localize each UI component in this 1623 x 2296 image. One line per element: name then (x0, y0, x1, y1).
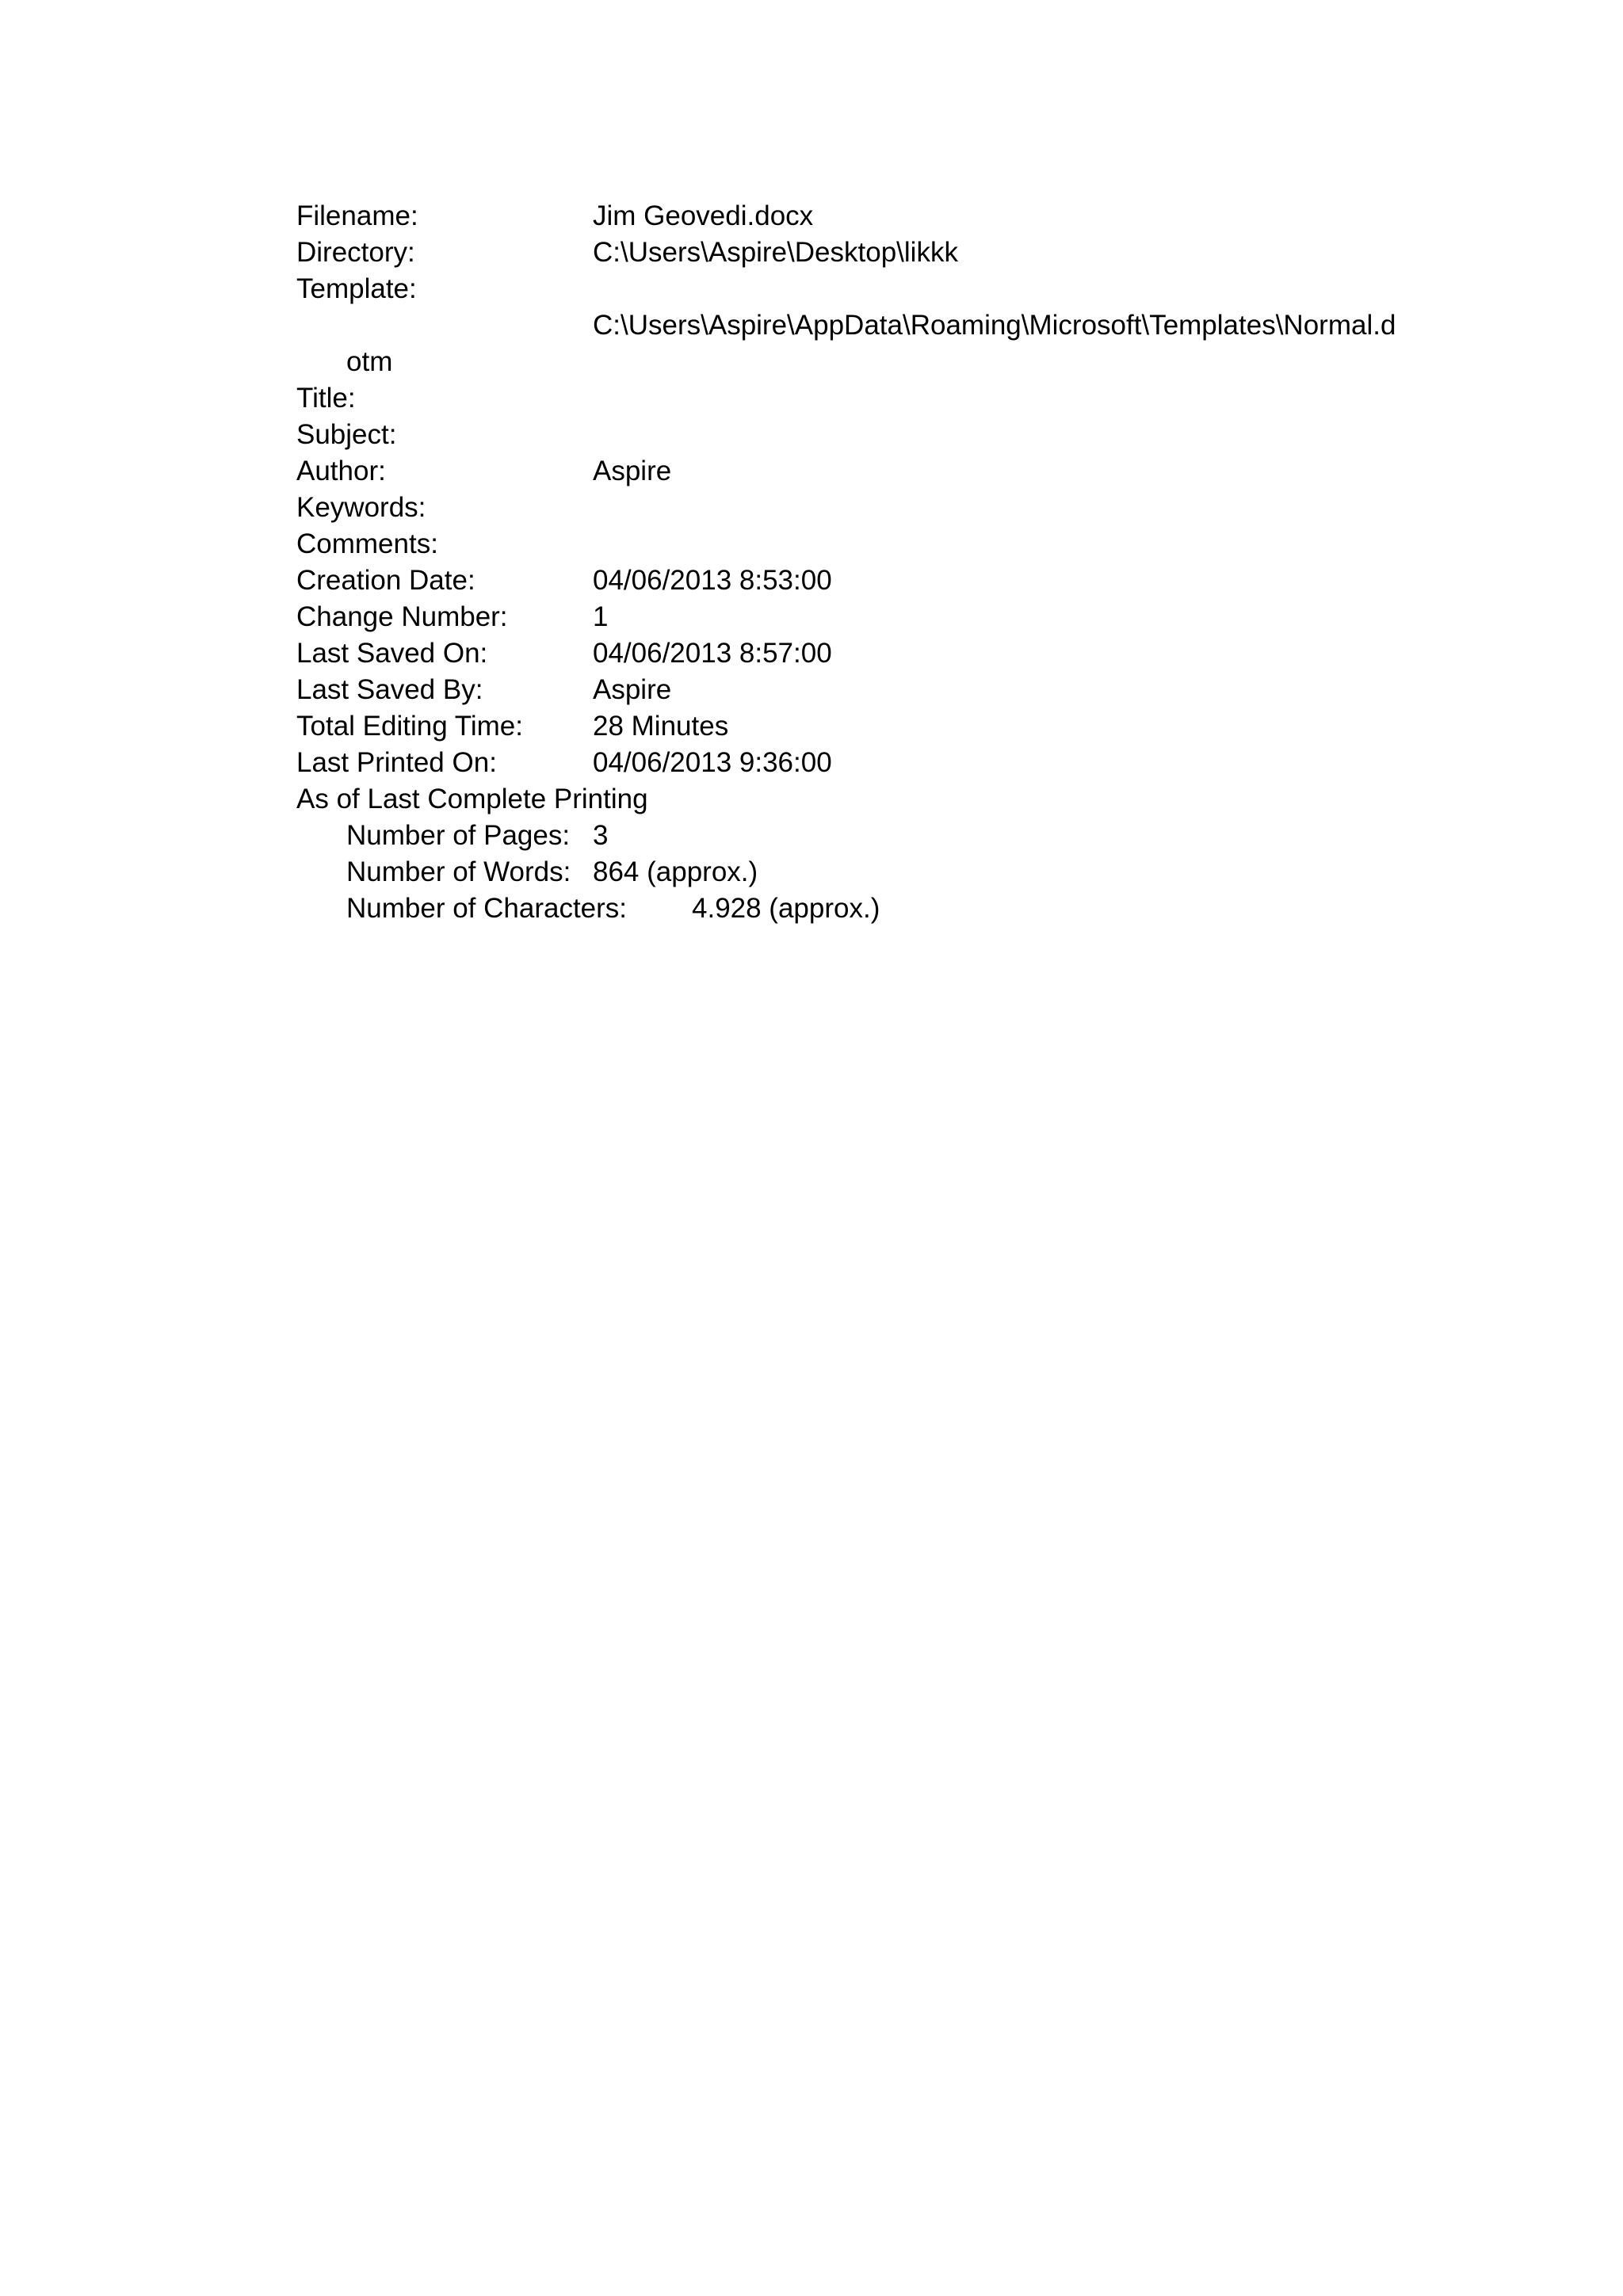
creation-date-value: 04/06/2013 8:53:00 (593, 565, 832, 596)
template-value-wrap: otm (346, 346, 393, 377)
template-row (0, 271, 1623, 307)
last-saved-on-label: Last Saved On: (296, 638, 488, 669)
creation-date-row (0, 563, 1623, 599)
creation-date-label: Creation Date: (296, 565, 475, 596)
last-saved-by-label: Last Saved By: (296, 674, 483, 705)
number-of-words-row (0, 854, 1623, 891)
last-saved-on-row (0, 635, 1623, 672)
subject-row (0, 417, 1623, 453)
number-of-words-value: 864 (approx.) (593, 856, 758, 887)
title-row (0, 380, 1623, 417)
last-saved-on-value: 04/06/2013 8:57:00 (593, 638, 832, 669)
change-number-value: 1 (593, 601, 609, 632)
last-saved-by-value: Aspire (593, 674, 672, 705)
number-of-pages-label: Number of Pages: (346, 820, 571, 851)
last-complete-printing-heading-row (0, 781, 1623, 818)
last-saved-by-row (0, 672, 1623, 708)
template-value-wrap-row (0, 344, 1623, 380)
last-printed-on-value: 04/06/2013 9:36:00 (593, 747, 832, 778)
keywords-row (0, 490, 1623, 526)
change-number-label: Change Number: (296, 601, 508, 632)
author-label: Author: (296, 456, 386, 486)
number-of-pages-row (0, 818, 1623, 854)
author-value: Aspire (593, 456, 672, 486)
keywords-label: Keywords: (296, 492, 426, 523)
directory-label: Directory: (296, 237, 415, 268)
last-printed-on-label: Last Printed On: (296, 747, 497, 778)
number-of-characters-label: Number of Characters: (346, 893, 628, 924)
filename-value: Jim Geovedi.docx (593, 200, 814, 231)
number-of-pages-value: 3 (593, 820, 609, 851)
template-label: Template: (296, 273, 417, 304)
author-row (0, 453, 1623, 490)
subject-label: Subject: (296, 419, 397, 450)
change-number-row (0, 599, 1623, 635)
total-editing-time-value: 28 Minutes (593, 711, 729, 742)
number-of-characters-row (0, 891, 1623, 927)
filename-label: Filename: (296, 200, 418, 231)
filename-row (0, 198, 1623, 235)
number-of-words-label: Number of Words: (346, 856, 571, 887)
title-label: Title: (296, 383, 356, 414)
total-editing-time-row (0, 708, 1623, 745)
template-value: C:\Users\Aspire\AppData\Roaming\Microsoft\Templates\Normal.d (593, 310, 1396, 341)
comments-label: Comments: (296, 528, 438, 559)
last-printed-on-row (0, 745, 1623, 781)
last-complete-printing-heading: As of Last Complete Printing (296, 784, 648, 814)
number-of-characters-value: 4.928 (approx.) (692, 893, 880, 924)
template-value-row (0, 307, 1623, 344)
total-editing-time-label: Total Editing Time: (296, 711, 523, 742)
directory-value: C:\Users\Aspire\Desktop\likkk (593, 237, 958, 268)
comments-row (0, 526, 1623, 563)
directory-row (0, 235, 1623, 271)
